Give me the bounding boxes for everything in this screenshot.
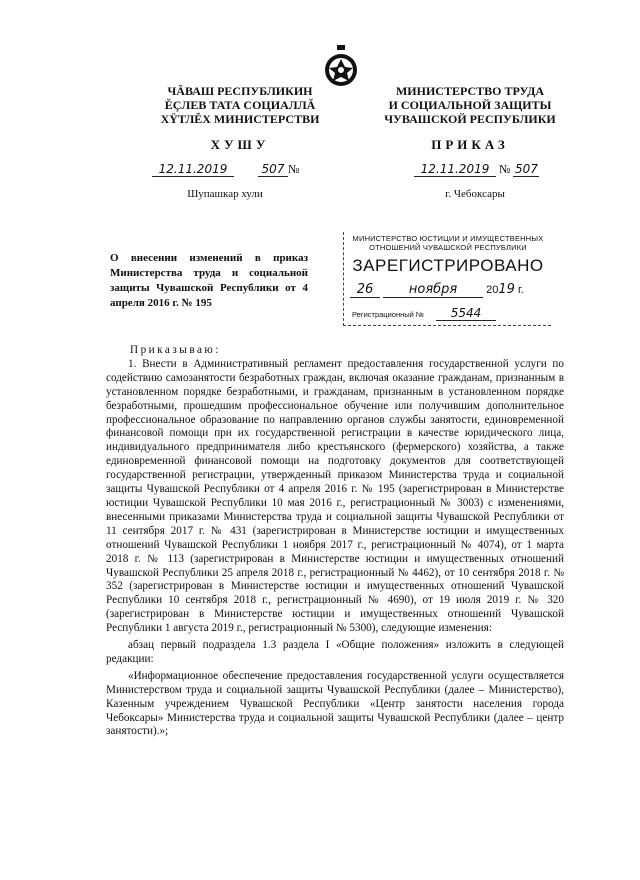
stamp-date [350, 282, 550, 298]
doc-type-right: ПРИКАЗ [431, 137, 509, 152]
header-left-org [150, 84, 330, 126]
number-right: 507 [515, 162, 538, 176]
number-left: 507 [258, 162, 288, 177]
stamp-registered-word: ЗАРЕГИСТРИРОВАНО [352, 256, 544, 275]
stamp-heading: МИНИСТЕРСТВО ЮСТИЦИИ И ИМУЩЕСТВЕННЫХ ОТНОШЕНИЙ ЧУВАШСКОЙ РЕСПУБЛИКИ [352, 234, 544, 252]
paragraph-2: абзац первый подраздела 1.3 раздела I «Общие положения» изложить в следующей редакции: [106, 639, 564, 665]
stamp-year-suffix: 19 [498, 282, 515, 297]
stamp-registration [352, 306, 552, 321]
registration-stamp [343, 232, 551, 326]
document-body [106, 344, 564, 739]
date-number-right [414, 162, 539, 177]
paragraph-1: 1. Внести в Административный регламент предоставления государственной услуги по содействию самозанятости безработных граждан, включая оказание гражданам, признанным в установленном порядке безработными, и гражданам, признанным в установленном порядке безработными, прошедшим профессиональное обучение или получившим дополнительное профессиональное образование по направлению органов службы занятости, единовременной финансовой помощи при их государственной регистрации в качестве юридического лица, индивидуального предпринимателя либо крестьянского (фермерского) хозяйства, а также единовременной финансовой помощи на подготовку документов для соответствующей государственной регистрации, утвержденный приказом Министерства труда и социальной защиты Чувашской Республики от 4 апреля 2016 г. № 195 (зарегистрирован в Министерстве юстиции Чувашской Республики 10 мая 2016 г., регистрационный № 3003) с изменениями, внесенными приказами Министерства труда и социальной защиты Чувашской Республики от 11 сентября 2017 г. № 431 (зарегистрирован в Министерстве юстиции и имущественных отношений Чувашской Республики 1 ноября 2017 г., регистрационный № 4074), от 1 марта 2018 г. № 113 (зарегистрирован в Министерстве юстиции и имущественных отношений Чувашской Республики 25 апреля 2018 г., регистрационный № 4462), от 10 сентября 2018 г. № 352 (зарегистрирован в Министерстве юстиции и имущественных отношений Чувашской Республики 10 сентября 2018 г., регистрационный № 4690), от 19 июля 2019 г. № 320 (зарегистрирован в Министерстве юстиции и имущественных отношений Чувашской Республики 1 августа 2019 г., регистрационный № 5300), следующие изменения: [106, 357, 564, 635]
number-sign-right: № [499, 162, 511, 176]
header-right-line-2: И СОЦИАЛЬНОЙ ЗАЩИТЫ [388, 98, 552, 112]
order-word: Приказываю: [130, 344, 221, 356]
stamp-reg-number: 5544 [436, 306, 496, 321]
number-sign-left: № [288, 162, 300, 176]
header-right-line-3: ЧУВАШСКОЙ РЕСПУБЛИКИ [384, 112, 556, 126]
header-left-line-1: ЧĂВАШ РЕСПУБЛИКИН [167, 84, 313, 98]
stamp-day: 26 [350, 282, 380, 298]
header-right-line-1: МИНИСТЕРСТВО ТРУДА [395, 84, 545, 98]
document-subject: О внесении изменений в приказ Министерства труда и социальной защиты Чувашской Республики от 4 апреля 2016 г. № 195 [110, 252, 308, 309]
header-right-org [370, 84, 570, 126]
header-left-line-2: ĔÇЛЕВ ТАТА СОЦИАЛЛĂ [164, 98, 316, 112]
stamp-reg-label: Регистрационный № [352, 310, 424, 319]
header-left-line-3: ХŸТЛĔХ МИНИСТЕРСТВИ [160, 112, 320, 126]
date-number-left [152, 162, 299, 177]
stamp-year-unit: г. [517, 284, 524, 296]
place-right: г. Чебоксары [445, 188, 505, 200]
place-left: Шупашкар хули [187, 188, 263, 200]
paragraph-3: «Информационное обеспечение предоставления государственной услуги осуществляется Министерством труда и социальной защиты Чувашской Республики (далее – Министерство), Казенным учреждением Чувашской Республики «Центр занятости населения города Чебоксары» Министерства труда и социальной защиты Чувашской Республики (далее – центр занятости).»; [106, 669, 564, 738]
stamp-year-prefix: 20 [486, 284, 499, 296]
stamp-month: ноября [383, 282, 483, 298]
coat-of-arms-emblem [322, 44, 360, 88]
doc-type-left: ХУШУ [210, 137, 270, 152]
date-right: 12.11.2019 [414, 162, 496, 177]
date-left: 12.11.2019 [152, 162, 234, 177]
